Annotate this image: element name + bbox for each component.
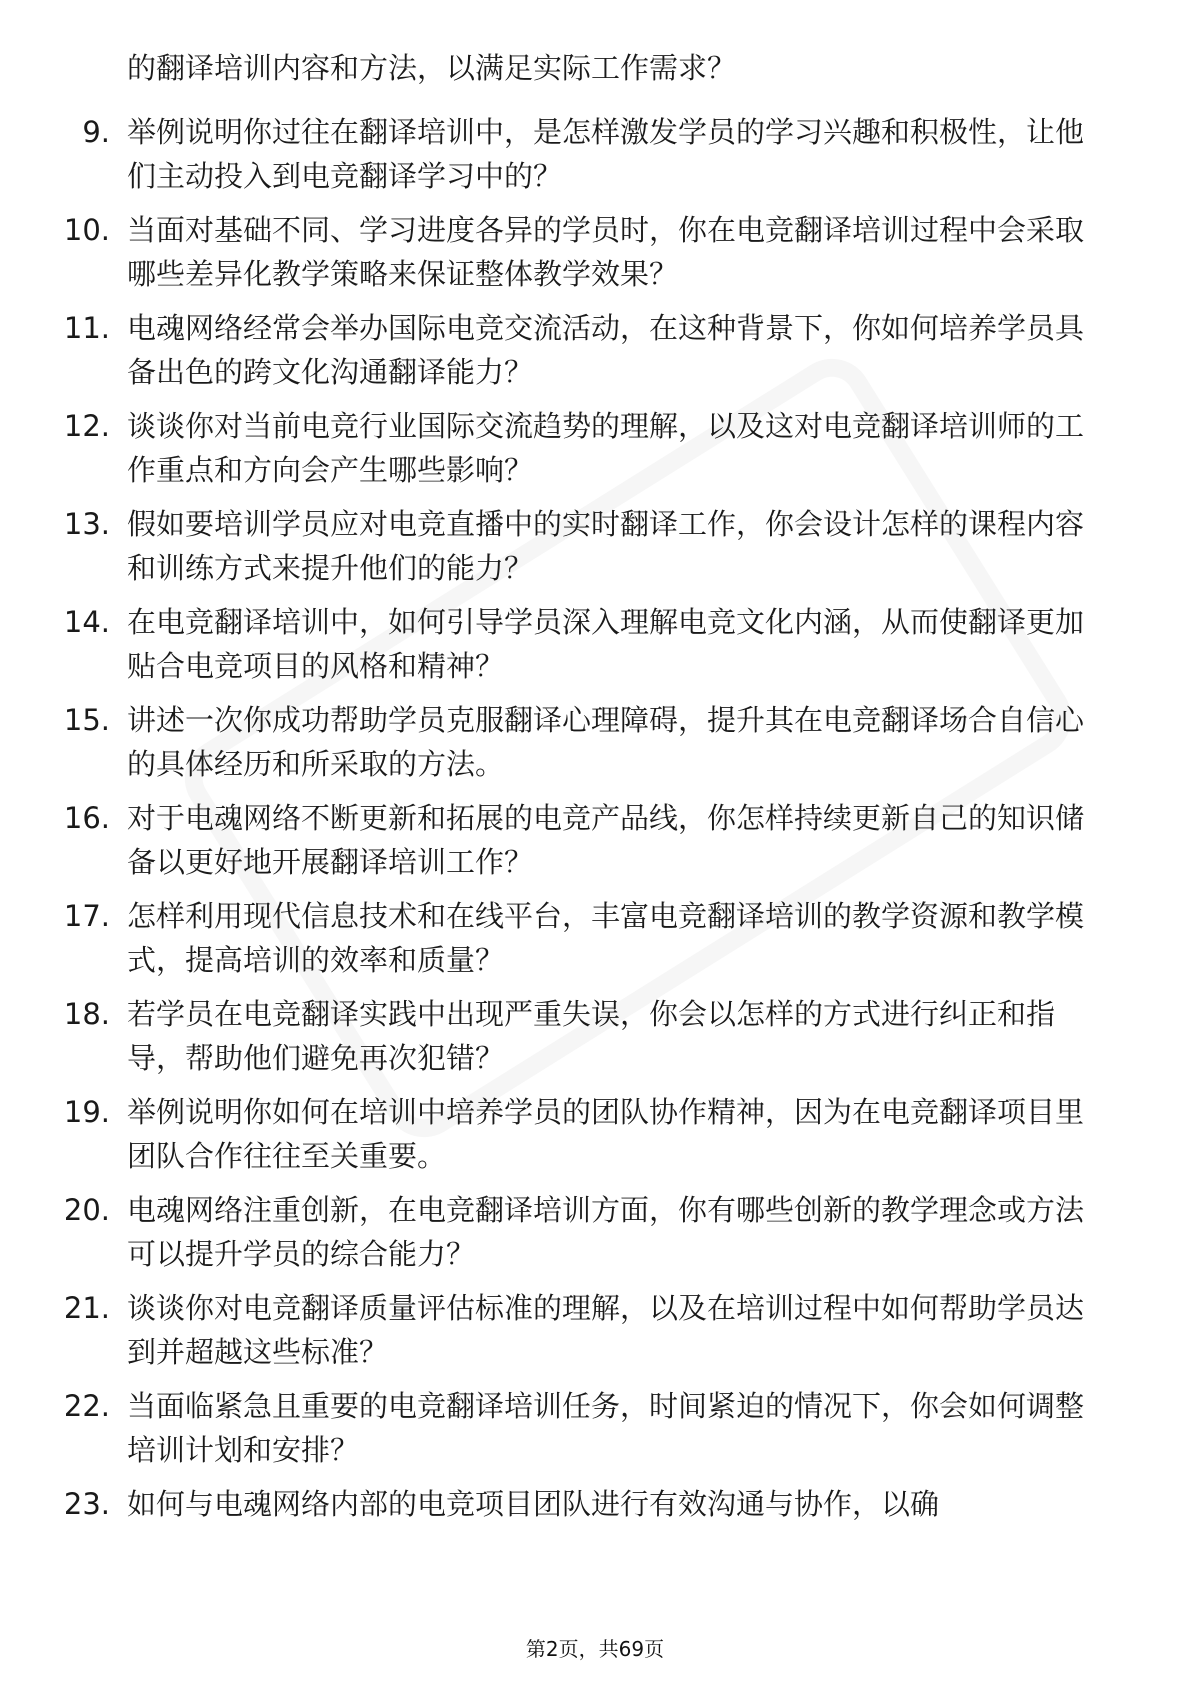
question-item — [0, 208, 1190, 306]
question-number: 18. — [63, 997, 110, 1031]
question-text: 在电竞翻译培训中，如何引导学员深入理解电竞文化内涵，从而使翻译更加贴合电竞项目的风格和精神？ — [127, 605, 1085, 683]
question-item — [0, 110, 1190, 208]
question-item — [0, 1090, 1190, 1188]
question-text: 谈谈你对电竞翻译质量评估标准的理解，以及在培训过程中如何帮助学员达到并超越这些标准？ — [127, 1291, 1085, 1369]
question-number: 14. — [63, 605, 110, 639]
question-text: 若学员在电竞翻译实践中出现严重失误，你会以怎样的方式进行纠正和指导，帮助他们避免再次犯错？ — [127, 997, 1056, 1075]
question-number: 12. — [63, 409, 110, 443]
question-number: 21. — [63, 1291, 110, 1325]
question-text: 举例说明你过往在翻译培训中，是怎样激发学员的学习兴趣和积极性，让他们主动投入到电竞翻译学习中的？ — [127, 115, 1085, 193]
question-item — [0, 1482, 1190, 1580]
question-number: 13. — [63, 507, 110, 541]
question-text: 怎样利用现代信息技术和在线平台，丰富电竞翻译培训的教学资源和教学模式，提高培训的效率和质量？ — [127, 899, 1085, 977]
question-number: 19. — [63, 1095, 110, 1129]
page-footer: 第2页，共69页 — [525, 1637, 665, 1661]
question-text: 谈谈你对当前电竞行业国际交流趋势的理解，以及这对电竞翻译培训师的工作重点和方向会产生哪些影响？ — [127, 409, 1085, 487]
question-number: 23. — [63, 1487, 110, 1521]
question-item — [0, 1286, 1190, 1384]
question-list — [0, 110, 1190, 1580]
question-number: 11. — [63, 311, 110, 345]
question-number: 16. — [63, 801, 110, 835]
question-number: 22. — [63, 1389, 110, 1423]
question-text: 举例说明你如何在培训中培养学员的团队协作精神，因为在电竞翻译项目里团队合作往往至关重要。 — [127, 1095, 1085, 1173]
question-number: 9. — [82, 115, 110, 149]
question-text: 如何与电魂网络内部的电竞项目团队进行有效沟通与协作，以确 — [127, 1487, 940, 1521]
question-text: 电魂网络注重创新，在电竞翻译培训方面，你有哪些创新的教学理念或方法可以提升学员的综合能力？ — [127, 1193, 1085, 1271]
question-text: 讲述一次你成功帮助学员克服翻译心理障碍，提升其在电竞翻译场合自信心的具体经历和所采取的方法。 — [127, 703, 1085, 781]
question-number: 10. — [63, 213, 110, 247]
question-item — [0, 404, 1190, 502]
question-number: 20. — [63, 1193, 110, 1227]
question-text: 当面对基础不同、学习进度各异的学员时，你在电竞翻译培训过程中会采取哪些差异化教学策略来保证整体教学效果？ — [127, 213, 1085, 291]
question-item — [0, 894, 1190, 992]
continuation-text: 的翻译培训内容和方法，以满足实际工作需求？ — [127, 51, 737, 85]
question-number: 15. — [63, 703, 110, 737]
question-text: 电魂网络经常会举办国际电竞交流活动，在这种背景下，你如何培养学员具备出色的跨文化沟通翻译能力？ — [127, 311, 1085, 389]
question-text: 当面临紧急且重要的电竞翻译培训任务，时间紧迫的情况下，你会如何调整培训计划和安排？ — [127, 1389, 1085, 1467]
question-item — [0, 1384, 1190, 1482]
question-item — [0, 502, 1190, 600]
question-item — [0, 600, 1190, 698]
question-item — [0, 306, 1190, 404]
question-item — [0, 1188, 1190, 1286]
question-text: 假如要培训学员应对电竞直播中的实时翻译工作，你会设计怎样的课程内容和训练方式来提升他们的能力？ — [127, 507, 1085, 585]
question-number: 17. — [63, 899, 110, 933]
question-text: 对于电魂网络不断更新和拓展的电竞产品线，你怎样持续更新自己的知识储备以更好地开展翻译培训工作？ — [127, 801, 1085, 879]
question-item — [0, 796, 1190, 894]
question-item — [0, 698, 1190, 796]
question-item — [0, 992, 1190, 1090]
